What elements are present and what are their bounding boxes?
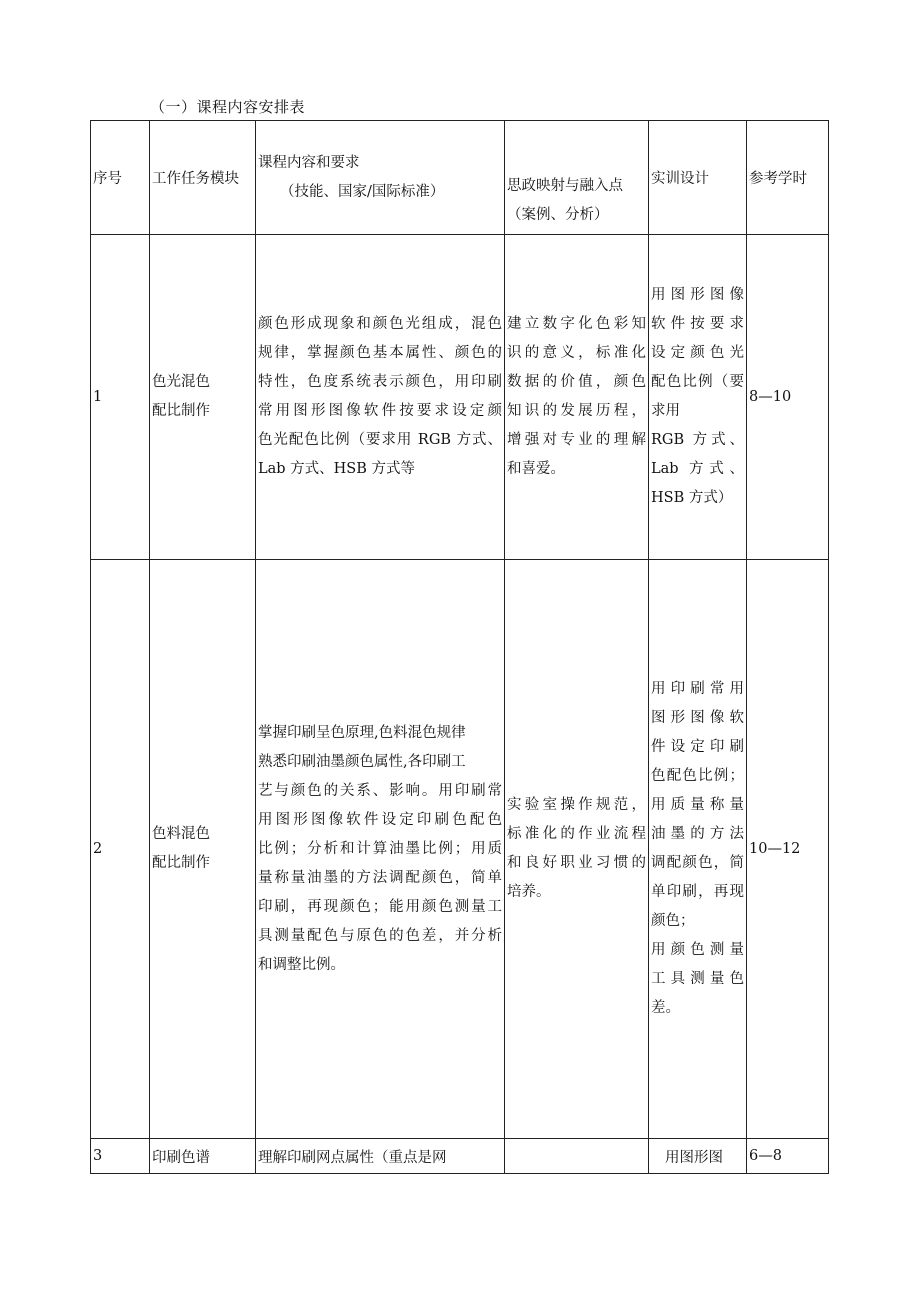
- header-content: [256, 121, 505, 235]
- row-content: [256, 560, 505, 1139]
- row-hours: 10—12: [747, 560, 829, 1139]
- ideology-line: 数据的价值，颜色: [507, 374, 646, 390]
- row-content: 理解印刷网点属性（重点是网: [256, 1139, 505, 1174]
- header-row: [91, 121, 829, 235]
- row-training: [649, 235, 747, 560]
- ideology-line: 建立数字化色彩知: [507, 316, 646, 332]
- ideology-line: 实验室操作规范，: [507, 797, 646, 813]
- row-ideology: [505, 1139, 649, 1174]
- header-no: 序号: [91, 121, 150, 235]
- content-line: 熟悉印刷油墨颜色属性,各印刷工: [258, 753, 466, 770]
- course-schedule-table: [90, 120, 829, 1174]
- ideology-line: 识的意义，标准化: [507, 345, 646, 361]
- content-line: 具测量配色与原色的色差，并分析: [258, 927, 502, 944]
- module-line: 配比制作: [152, 855, 210, 871]
- content-line: 特性，色度系统表示颜色，用印刷: [258, 374, 502, 390]
- training-line: 用印刷常用: [651, 681, 744, 697]
- table-row: [91, 235, 829, 560]
- header-ideology-sub: （案例、分析）: [507, 207, 609, 223]
- row-module: [150, 235, 256, 560]
- content-line: 规律，掌握颜色基本属性、颜色的: [258, 345, 502, 361]
- row-hours: 8—10: [747, 235, 829, 560]
- training-line: 油墨的方法: [651, 826, 744, 842]
- ideology-line: 和良好职业习惯的: [507, 855, 646, 871]
- training-line: HSB 方式）: [651, 490, 733, 506]
- training-line: 用颜色测量: [651, 942, 744, 958]
- training-line: 求用: [651, 403, 680, 419]
- content-line: 掌握印刷呈色原理,色料混色规律: [258, 724, 466, 741]
- content-line: 颜色形成现象和颜色光组成，混色: [258, 316, 502, 332]
- training-line: Lab 方式、: [651, 461, 744, 477]
- content-line: 常用图形图像软件按要求设定颜: [258, 403, 502, 419]
- module-line: 色料混色: [152, 826, 210, 842]
- training-line: 工具测量色: [651, 971, 744, 987]
- training-line: 差。: [651, 1000, 680, 1016]
- training-line: 单印刷，再现: [651, 884, 744, 900]
- training-line: 图形图像软: [651, 710, 744, 726]
- table-row: [91, 560, 829, 1139]
- ideology-line: 和喜爱。: [507, 461, 565, 477]
- training-line: 用图形图像: [651, 287, 744, 303]
- training-line: 软件按要求: [651, 316, 744, 332]
- content-line: 和调整比例。: [258, 956, 345, 973]
- header-content-title: 课程内容和要求: [258, 154, 360, 171]
- training-line: 颜色；: [651, 913, 695, 929]
- training-line: 件设定印刷: [651, 739, 744, 755]
- training-line: 调配颜色，简: [651, 855, 744, 871]
- row-hours: 6—8: [747, 1139, 829, 1174]
- row-training: 用图形图: [649, 1139, 747, 1174]
- row-module: [150, 560, 256, 1139]
- ideology-line: 增强对专业的理解: [507, 432, 646, 448]
- row-no: 3: [91, 1139, 150, 1174]
- training-line: 用质量称量: [651, 797, 744, 813]
- header-training: 实训设计: [649, 121, 747, 235]
- module-line: 配比制作: [152, 403, 210, 419]
- content-line: 印刷，再现颜色；能用颜色测量工: [258, 898, 502, 915]
- content-line: 量称量油墨的方法调配颜色，简单: [258, 869, 502, 886]
- row-content: [256, 235, 505, 560]
- row-module: 印刷色谱: [150, 1139, 256, 1174]
- content-line: 比例；分析和计算油墨比例；用质: [258, 840, 502, 857]
- ideology-line: 培养。: [507, 884, 551, 900]
- content-line: 艺与颜色的关系、影响。用印刷常: [258, 782, 502, 799]
- row-no: 1: [91, 235, 150, 560]
- content-line: 用图形图像软件设定印刷色配色: [258, 811, 502, 828]
- ideology-line: 标准化的作业流程: [507, 826, 646, 842]
- row-ideology: [505, 560, 649, 1139]
- row-no: 2: [91, 560, 150, 1139]
- training-line: 设定颜色光: [651, 345, 744, 361]
- header-content-sub: （技能、国家/国际标准）: [280, 183, 445, 200]
- header-hours: 参考学时: [747, 121, 829, 235]
- content-line: 色光配色比例（要求用 RGB 方式、: [258, 432, 502, 448]
- header-ideology-title: 思政映射与融入点: [507, 178, 623, 194]
- training-line: RGB 方式、: [651, 432, 744, 448]
- module-line: 色光混色: [152, 374, 210, 390]
- table-caption: （一）课程内容安排表: [150, 98, 306, 116]
- table-row: [91, 1139, 829, 1174]
- training-line: 配色比例（要: [651, 374, 744, 390]
- row-ideology: [505, 235, 649, 560]
- ideology-line: 知识的发展历程，: [507, 403, 646, 419]
- content-line: Lab 方式、HSB 方式等: [258, 461, 416, 477]
- row-training: [649, 560, 747, 1139]
- header-module: 工作任务模块: [150, 121, 256, 235]
- header-ideology: [505, 121, 649, 235]
- training-line: 色配色比例；: [651, 768, 744, 784]
